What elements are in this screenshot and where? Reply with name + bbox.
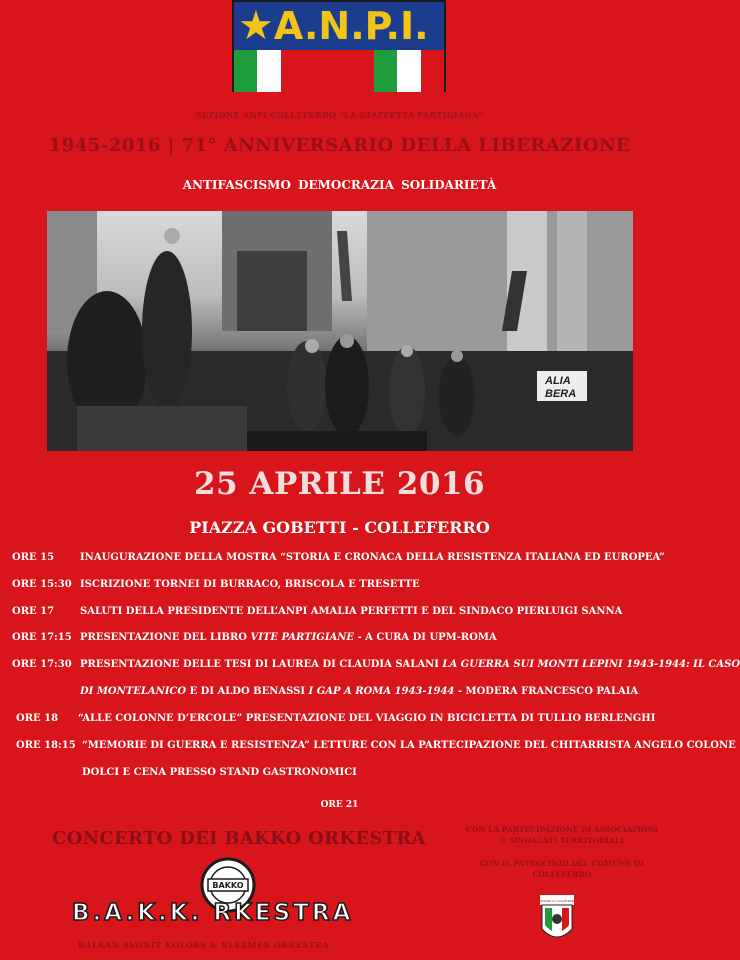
- crest-label: COMUNE DI COLLEFERRO: [537, 899, 577, 903]
- patronage-note: [462, 858, 662, 880]
- schedule-time: ORE 17: [12, 606, 55, 617]
- anpi-logo-banner: [234, 2, 444, 50]
- section-name: SEZIONE ANPI COLLEFERRO "LA STAFFETTA PARTIGIANA": [195, 110, 484, 120]
- anpi-logo: [232, 0, 446, 92]
- event-date: 25 APRILE 2016: [193, 466, 486, 502]
- flags-strip: [234, 50, 444, 92]
- schedule-row: [16, 713, 676, 727]
- book-title: VITE PARTIGIANE: [250, 632, 355, 643]
- anpi-logo-text: A.N.P.I.: [273, 4, 429, 48]
- banner-text-line1: ALIA: [545, 375, 571, 387]
- thesis-title: LA GUERRA SUI MONTI LEPINI 1943-1944: IL CASO: [442, 659, 740, 670]
- schedule-desc: PRESENTAZIONE DELLE TESI DI LAUREA DI CLAUDIA SALANI LA GUERRA SUI MONTI LEPINI 1943-1944: IL CASO: [80, 659, 740, 670]
- schedule-row: [16, 740, 736, 754]
- liberation-photo: [47, 211, 633, 451]
- schedule-row: [82, 767, 672, 781]
- banner-text-line2: BERA: [545, 388, 577, 400]
- colleferro-crest-icon: [537, 895, 577, 945]
- schedule-row: [12, 606, 672, 620]
- schedule-row-continued: DI MONTELANICO E DI ALDO BENASSI I GAP A ROMA 1943-1944 - MODERA FRANCESCO PALAIA: [80, 686, 639, 697]
- event-place: PIAZZA GOBETTI - COLLEFERRO: [189, 518, 490, 537]
- star-icon: ★: [238, 3, 274, 49]
- schedule-time: ORE 17:15: [12, 632, 72, 643]
- schedule-desc: “ALLE COLONNE D’ERCOLE” PRESENTAZIONE DEL VIAGGIO IN BICICLETTA DI TULLIO BERLENGHI: [78, 713, 656, 724]
- schedule-desc: “MEMORIE DI GUERRA E RESISTENZA” LETTURE CON LA PARTECIPAZIONE DEL CHITARRISTA ANGELO COLONE: [82, 740, 736, 751]
- bakko-badge-text: BAKKO: [212, 881, 244, 890]
- bakko-orkestra-wordmark: B.A.K.K. RKESTRA: [72, 900, 354, 926]
- bakko-subtitle: BALKAN AVONIT KOLORS & KLEZMER ORKESTRA: [78, 940, 330, 950]
- concert-time: ORE 21: [320, 800, 359, 810]
- anniversary-title: 1945-2016 | 71° ANNIVERSARIO DELLA LIBERAZIONE: [48, 135, 631, 156]
- italian-flag-icon: [374, 50, 444, 92]
- schedule-desc: ISCRIZIONE TORNEI DI BURRACO, BRISCOLA E TRESETTE: [80, 579, 420, 590]
- schedule-row: [12, 632, 672, 646]
- schedule-desc: INAUGURAZIONE DELLA MOSTRA “STORIA E CRONACA DELLA RESISTENZA ITALIANA ED EUROPEA”: [80, 552, 665, 563]
- schedule-time: ORE 15:30: [12, 579, 72, 590]
- motto: ANTIFASCISMO DEMOCRAZIA SOLIDARIETÀ: [182, 178, 497, 192]
- schedule-row: [12, 552, 672, 566]
- thesis-title: I GAP A ROMA 1943-1944: [308, 686, 455, 697]
- schedule-desc: SALUTI DELLA PRESIDENTE DELL’ANPI AMALIA PERFETTI E DEL SINDACO PIERLUIGI SANNA: [80, 606, 623, 617]
- patronage-line: COLLEFERRO: [532, 870, 592, 879]
- schedule-time: ORE 17:30: [12, 659, 72, 670]
- schedule-desc: PRESENTAZIONE DEL LIBRO VITE PARTIGIANE - A CURA DI UPM-ROMA: [80, 632, 497, 643]
- thesis-title: DI MONTELANICO: [80, 686, 187, 697]
- patronage-line: CON IL PATROCINIO DEL COMUNE DI: [480, 859, 644, 868]
- participation-line: E SINDACATI TERRITORIALI: [500, 836, 624, 845]
- schedule-row: [12, 579, 672, 593]
- participation-line: CON LA PARTECIPAZIONE DI ASSOCIAZIONI: [466, 825, 658, 834]
- schedule-time: ORE 18: [16, 713, 59, 724]
- schedule-row: [12, 659, 740, 673]
- schedule-time: ORE 15: [12, 552, 55, 563]
- flag-divider: [304, 50, 374, 92]
- participation-note: [462, 824, 662, 846]
- schedule-time: ORE 18:15: [16, 740, 76, 751]
- schedule-desc: DOLCI E CENA PRESSO STAND GASTRONOMICI: [82, 767, 357, 778]
- concert-title: CONCERTO DEI BAKKO ORKESTRA: [52, 828, 426, 849]
- italian-flag-icon: [234, 50, 304, 92]
- crowd-photo-illustration: [47, 211, 633, 451]
